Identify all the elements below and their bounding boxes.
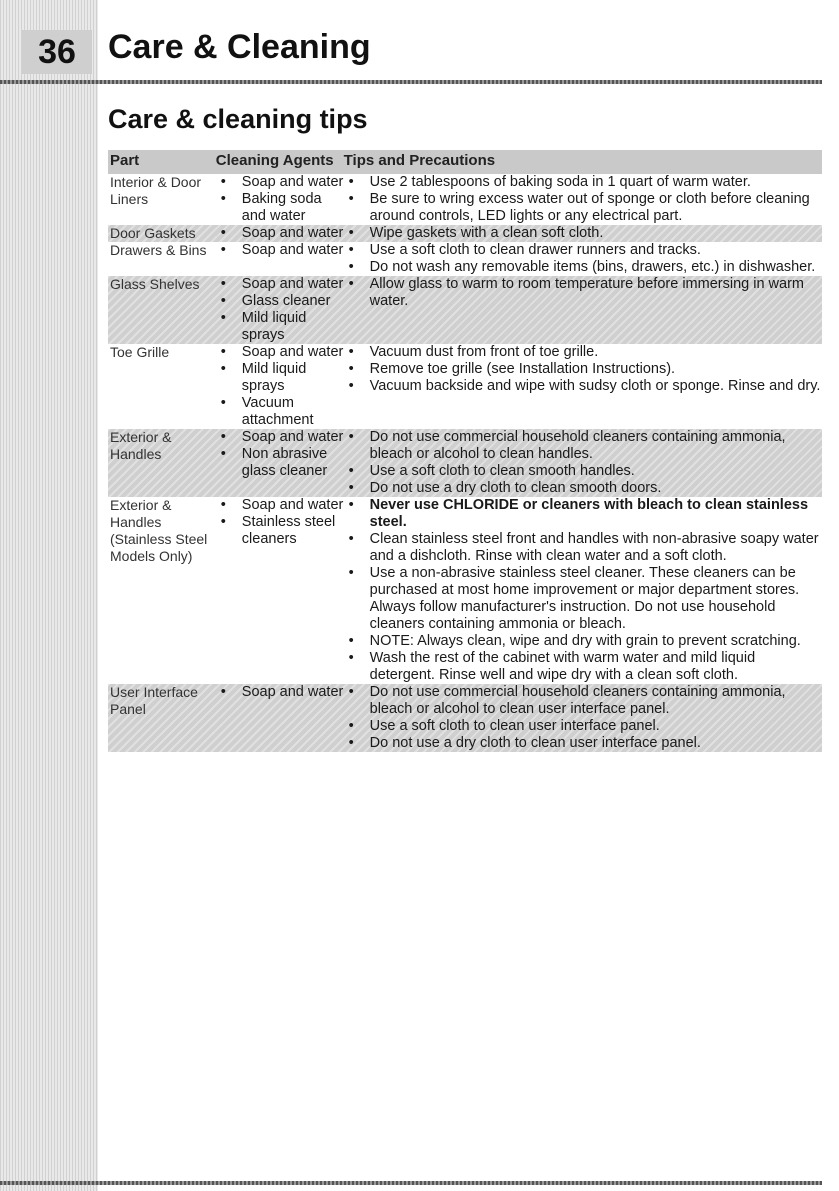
part-cell: Exterior & Handles (Stainless Steel Models Only): [110, 497, 208, 564]
tip-item: • Do not wash any removable items (bins, drawers, etc.) in dishwasher.: [344, 259, 822, 276]
agents-list: [216, 174, 344, 225]
tips-cell: [344, 276, 822, 344]
agent-item: • Soap and water: [216, 684, 344, 701]
section-title: Care & cleaning tips: [108, 104, 368, 134]
column-header-part: Part: [110, 152, 140, 169]
agent-item: • Stainless steel cleaners: [216, 514, 344, 548]
tip-item: • Remove toe grille (see Installation Instructions).: [344, 361, 822, 378]
part-cell: Glass Shelves: [110, 276, 200, 292]
header-rule: [0, 80, 822, 84]
agents-list: [216, 429, 344, 480]
tips-list: [344, 174, 822, 225]
table-row: [108, 344, 822, 429]
agents-cell: [216, 276, 344, 344]
tips-list: [344, 429, 822, 497]
tip-item: • Use 2 tablespoons of baking soda in 1 quart of warm water.: [344, 174, 822, 191]
tip-item: • Wash the rest of the cabinet with warm water and mild liquid detergent. Rinse well and wipe dry with a clean soft cloth.: [344, 650, 822, 684]
tip-item: • Do not use commercial household cleaners containing ammonia, bleach or alcohol to clean handles.: [344, 429, 822, 463]
table-row: [108, 174, 822, 225]
agents-list: [216, 242, 344, 259]
table-row: [108, 225, 822, 242]
tip-item: • Allow glass to warm to room temperature before immersing in warm water.: [344, 276, 822, 310]
agents-cell: [216, 174, 344, 225]
agents-cell: [216, 344, 344, 429]
agents-cell: [216, 497, 344, 684]
agent-item: • Glass cleaner: [216, 293, 344, 310]
agents-cell: [216, 242, 344, 276]
agent-item: • Soap and water: [216, 242, 344, 259]
tips-list: [344, 344, 822, 395]
tip-item: • Clean stainless steel front and handles with non-abrasive soapy water and a dishcloth. Rinse with clean water and a soft cloth.: [344, 531, 822, 565]
part-cell: Door Gaskets: [110, 225, 196, 241]
care-cleaning-table: [108, 150, 822, 752]
page-number: 36: [22, 30, 92, 74]
tip-item: • Do not use commercial household cleaners containing ammonia, bleach or alcohol to clean user interface panel.: [344, 684, 822, 718]
tip-item: • Use a soft cloth to clean user interface panel.: [344, 718, 822, 735]
agents-cell: [216, 684, 344, 752]
agents-list: [216, 344, 344, 429]
tips-list: [344, 276, 822, 310]
table-header-row: [108, 150, 822, 174]
part-cell: Toe Grille: [110, 344, 170, 360]
agent-item: • Soap and water: [216, 344, 344, 361]
tip-item-warning: [344, 497, 822, 531]
part-cell: User Interface Panel: [110, 684, 198, 717]
tip-item: • Use a non-abrasive stainless steel cleaner. These cleaners can be purchased at most home improvement or major department stores. Always follow manufacturer's instruction. Do not use household cleaners containing ammonia or bleach.: [344, 565, 822, 633]
tips-cell: [344, 429, 822, 497]
agent-item: • Vacuum attachment: [216, 395, 344, 429]
tip-item: • Vacuum dust from front of toe grille.: [344, 344, 822, 361]
tips-cell: [344, 242, 822, 276]
agents-cell: [216, 225, 344, 242]
tip-item: • Do not use a dry cloth to clean smooth doors.: [344, 480, 822, 497]
table-row: [108, 242, 822, 276]
table-row: [108, 276, 822, 344]
agent-item: • Soap and water: [216, 225, 344, 242]
part-cell: Exterior & Handles: [110, 429, 172, 462]
agents-list: [216, 276, 344, 344]
agent-item: • Soap and water: [216, 174, 344, 191]
tips-list: [344, 225, 822, 242]
part-cell: Drawers & Bins: [110, 242, 207, 258]
tips-cell: [344, 684, 822, 752]
agent-item: • Mild liquid sprays: [216, 310, 344, 344]
tips-list: [344, 497, 822, 684]
part-cell: Interior & Door Liners: [110, 174, 202, 207]
agent-item: • Baking soda and water: [216, 191, 344, 225]
agents-cell: [216, 429, 344, 497]
agent-item: • Soap and water: [216, 429, 344, 446]
column-header-tips: Tips and Precautions: [343, 152, 496, 169]
tips-cell: [344, 497, 822, 684]
agents-list: [216, 225, 344, 242]
tip-item: • Use a soft cloth to clean drawer runners and tracks.: [344, 242, 822, 259]
tips-cell: [344, 344, 822, 429]
tip-item: • NOTE: Always clean, wipe and dry with grain to prevent scratching.: [344, 633, 822, 650]
tips-list: [344, 684, 822, 752]
agent-item: • Mild liquid sprays: [216, 361, 344, 395]
tip-warning-text: Never use CHLORIDE or cleaners with bleach to clean stainless steel.: [369, 497, 809, 530]
page-title: Care & Cleaning: [108, 28, 371, 66]
agent-item: • Non abrasive glass cleaner: [216, 446, 344, 480]
side-strip: [0, 0, 98, 1191]
tips-cell: [344, 174, 822, 225]
tip-item: • Do not use a dry cloth to clean user interface panel.: [344, 735, 822, 752]
tip-item: • Vacuum backside and wipe with sudsy cloth or sponge. Rinse and dry.: [344, 378, 822, 395]
agent-item: • Soap and water: [216, 276, 344, 293]
agents-list: [216, 497, 344, 548]
tip-item: • Be sure to wring excess water out of sponge or cloth before cleaning around controls, LED lights or any electrical part.: [344, 191, 822, 225]
agent-item: • Soap and water: [216, 497, 344, 514]
tip-item: • Wipe gaskets with a clean soft cloth.: [344, 225, 822, 242]
bottom-rule: [0, 1181, 822, 1185]
tips-cell: [344, 225, 822, 242]
table-row: [108, 497, 822, 684]
column-header-agents: Cleaning Agents: [215, 152, 334, 169]
table-row: [108, 429, 822, 497]
table-row: [108, 684, 822, 752]
table-body: [108, 174, 822, 752]
tip-item: • Use a soft cloth to clean smooth handles.: [344, 463, 822, 480]
agents-list: [216, 684, 344, 701]
tips-list: [344, 242, 822, 276]
